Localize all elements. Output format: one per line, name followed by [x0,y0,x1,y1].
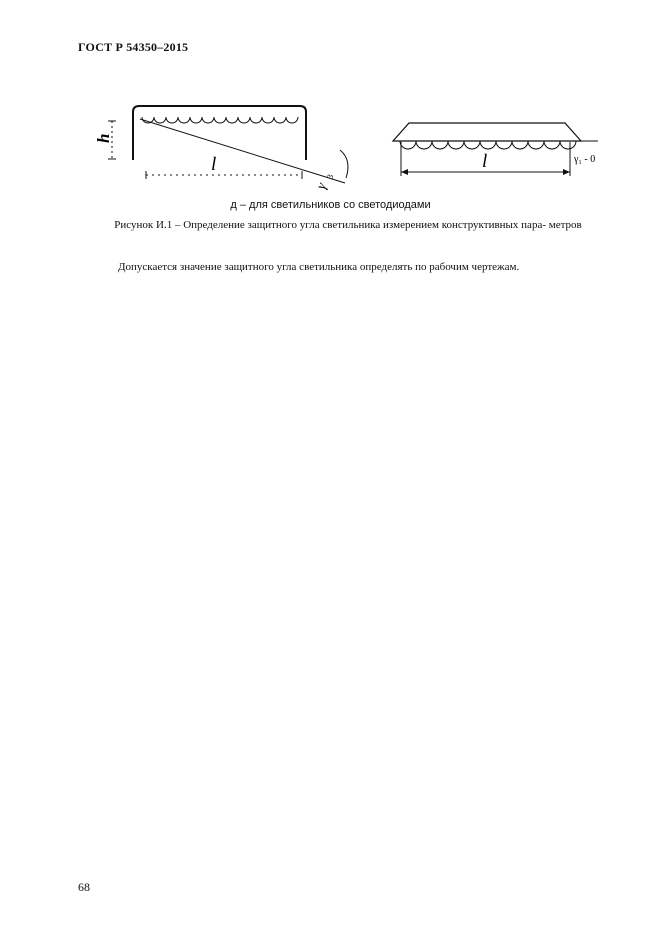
document-header: ГОСТ Р 54350–2015 [78,40,189,54]
cutoff-line [140,119,345,183]
left-led-row [142,117,298,123]
right-luminaire-housing [393,123,581,141]
page-number: 68 [78,880,90,894]
label-h: h [94,133,113,143]
label-l: l [211,154,217,175]
body-paragraph: Допускается значение защитного угла светильника определять по рабочим чертежам. [118,261,520,273]
label-gamma: γ [314,181,331,192]
right-led-row [400,141,576,149]
figure-caption: Рисунок И.1 – Определение защитного угла светильника измерением конструктивных пара- метров [114,219,582,231]
right-luminaire-drawing [393,123,581,141]
label-gamma-sub: 3 [324,172,336,181]
label-gamma-zero: γ₁ - 0 [574,154,596,165]
figure-sublabel: д – для светильников со светодиодами [230,199,431,211]
right-label-l: l [482,151,488,172]
gamma-arc [340,150,348,178]
left-luminaire-housing [133,106,306,160]
left-luminaire-drawing [133,106,306,160]
figure-diagram [0,0,661,200]
